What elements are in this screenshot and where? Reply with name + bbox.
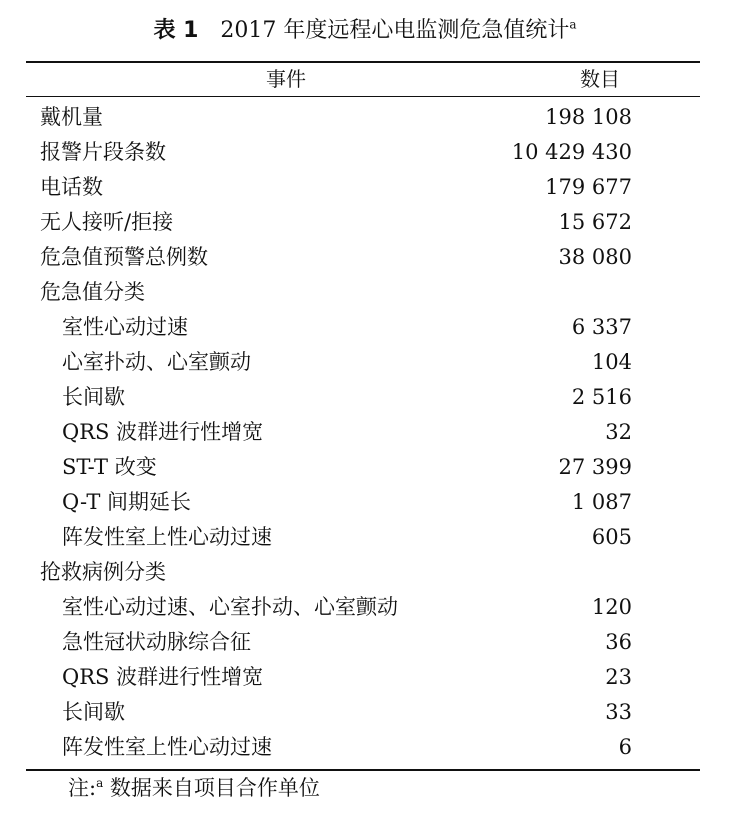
row-value: 6 337	[571, 315, 632, 339]
table-row	[26, 205, 700, 240]
row-value: 179 677	[545, 175, 632, 199]
row-label: 危急值预警总例数	[40, 245, 208, 269]
table-row	[26, 170, 700, 205]
table-row	[26, 310, 700, 345]
section-label: 危急值分类	[40, 280, 145, 304]
table-row	[26, 415, 700, 450]
footnote-text: 数据来自项目合作单位	[103, 776, 320, 800]
footnote-prefix: 注:	[68, 776, 97, 800]
table-row	[26, 450, 700, 485]
table-row	[26, 135, 700, 170]
header-count: 数目	[580, 67, 620, 91]
row-label: 室性心动过速	[62, 315, 188, 339]
row-label: 阵发性室上性心动过速	[62, 525, 272, 549]
row-label: 长间歇	[62, 385, 125, 409]
row-value: 120	[591, 595, 632, 619]
footnote-mark: a	[96, 776, 104, 790]
header-event: 事件	[266, 67, 306, 91]
row-label: Q-T 间期延长	[62, 490, 192, 514]
row-label: QRS 波群进行性增宽	[62, 665, 264, 689]
row-label: 电话数	[40, 175, 103, 199]
table-row	[26, 380, 700, 415]
table-row	[26, 520, 700, 555]
row-value: 32	[605, 420, 632, 444]
row-value: 27 399	[558, 455, 632, 479]
row-value: 605	[591, 525, 632, 549]
row-value: 15 672	[558, 210, 632, 234]
table-row	[26, 730, 700, 765]
table-title: 2017 年度远程心电监测危急值统计	[220, 18, 570, 43]
row-label: 无人接听/拒接	[40, 210, 174, 234]
row-value: 2 516	[571, 385, 632, 409]
table-row	[26, 240, 700, 275]
row-label: QRS 波群进行性增宽	[62, 420, 264, 444]
table-footnote	[68, 773, 320, 803]
row-label: ST-T 改变	[62, 455, 157, 479]
row-label: 心室扑动、心室颤动	[62, 350, 251, 374]
caption-footnote-mark: a	[569, 17, 577, 32]
section-label: 抢救病例分类	[40, 560, 166, 584]
table-row	[26, 660, 700, 695]
bottom-rule	[26, 769, 700, 771]
statistics-table	[26, 61, 700, 771]
row-value: 6	[618, 735, 632, 759]
row-value: 104	[591, 350, 632, 374]
row-label: 阵发性室上性心动过速	[62, 735, 272, 759]
table-caption	[0, 16, 730, 46]
row-value: 10 429 430	[511, 140, 632, 164]
table-row	[26, 590, 700, 625]
row-value: 198 108	[545, 105, 632, 129]
table-row	[26, 100, 700, 135]
row-label: 报警片段条数	[40, 140, 166, 164]
table-row	[26, 625, 700, 660]
table-number: 表 1	[153, 18, 199, 43]
row-value: 36	[605, 630, 632, 654]
row-label: 急性冠状动脉综合征	[62, 630, 251, 654]
row-value: 38 080	[558, 245, 632, 269]
row-value: 23	[605, 665, 632, 689]
row-label: 室性心动过速、心室扑动、心室颤动	[62, 595, 398, 619]
section-row-rescue-classification	[26, 555, 700, 590]
row-label: 戴机量	[40, 105, 103, 129]
row-value: 33	[605, 700, 632, 724]
table-row	[26, 485, 700, 520]
table-row	[26, 695, 700, 730]
table-row	[26, 345, 700, 380]
table-header-row	[26, 63, 700, 96]
section-row-critical-classification	[26, 275, 700, 310]
row-value: 1 087	[571, 490, 632, 514]
row-label: 长间歇	[62, 700, 125, 724]
